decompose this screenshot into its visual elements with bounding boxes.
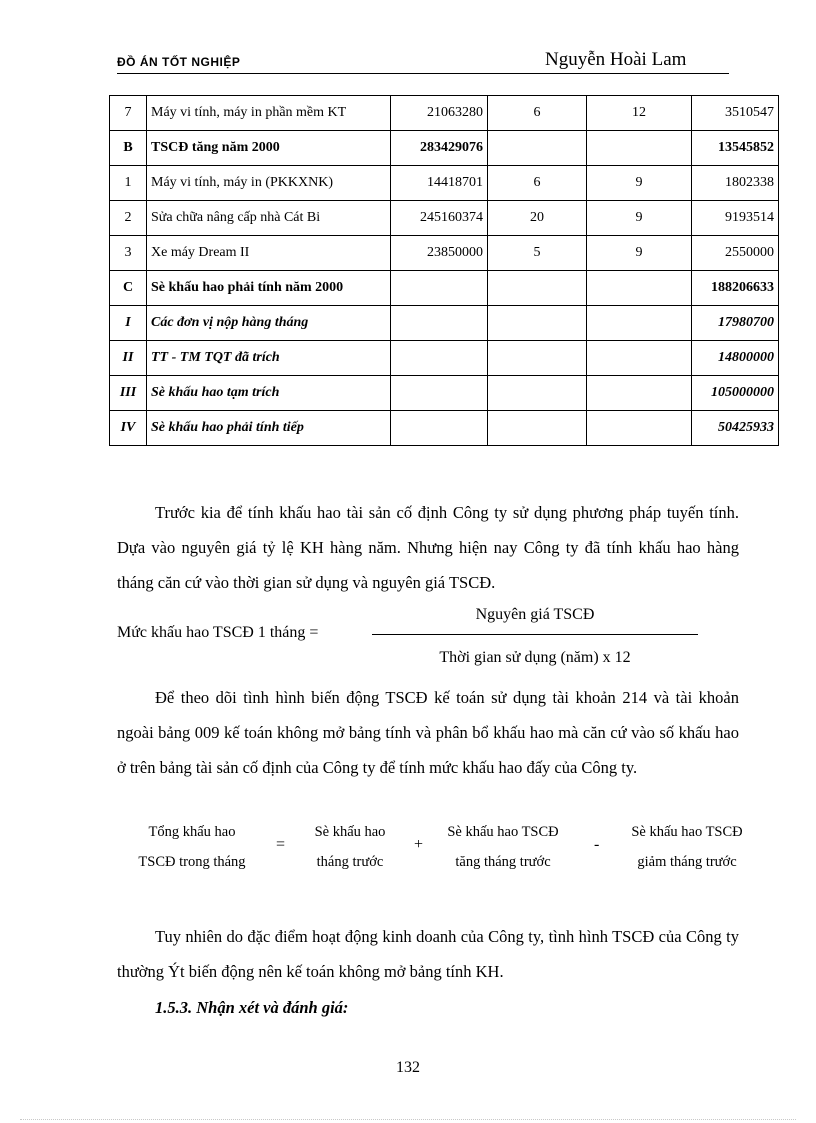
cell-useful-life [488,341,587,376]
cell-months [587,411,692,446]
cell-depreciation: 3510547 [692,96,779,131]
page-number: 132 [396,1059,420,1076]
formula2-equals: = [276,836,286,853]
formula2-increase-line1: Sè khấu hao TSCĐ [447,824,559,840]
cell-name: Xe máy Dream II [147,236,391,271]
cell-original-value [391,341,488,376]
table-row [110,236,779,271]
paragraph-conclusion: Tuy nhiên do đặc điểm hoạt động kinh doanh của Công ty, tình hình TSCĐ của Công ty thường Ýt biến động nên kế toán không mở bảng tính KH. [117,927,739,981]
formula2-decrease-line1: Sè khấu hao TSCĐ [631,824,743,840]
cell-depreciation: 105000000 [692,376,779,411]
cell-name: Các đơn vị nộp hàng tháng [147,306,391,341]
formula2-total-line2: TSCĐ trong tháng [138,854,246,870]
formula2-decrease-line2: giảm tháng trước [637,854,737,870]
cell-original-value: 245160374 [391,201,488,236]
header-rule [117,73,729,74]
cell-index: B [110,131,147,166]
cell-depreciation: 14800000 [692,341,779,376]
cell-original-value [391,376,488,411]
cell-index: 1 [110,166,147,201]
formula-fraction-line [372,634,698,635]
cell-index: 2 [110,201,147,236]
cell-depreciation: 1802338 [692,166,779,201]
table-row [110,166,779,201]
formula2-prev-line1: Sè khấu hao [314,824,386,840]
paragraph-depreciation-method: Trước kia để tính khấu hao tài sản cố định Công ty sử dụng phương pháp tuyến tính. Dựa vào nguyên giá tỷ lệ KH hàng năm. Nhưng hiện nay Công ty đã tính khấu hao hàng tháng căn cứ vào thời gian sử dụng và nguyên giá TSCĐ. [117,503,739,592]
cell-original-value: 283429076 [391,131,488,166]
header-title: ĐỒ ÁN TỐT NGHIỆP [117,55,241,69]
cell-index: 7 [110,96,147,131]
cell-months [587,306,692,341]
cell-name: Máy vi tính, máy in phần mềm KT [147,96,391,131]
cell-useful-life [488,411,587,446]
formula-denominator: Thời gian sử dụng (năm) x 12 [439,649,631,666]
cell-useful-life [488,306,587,341]
cell-depreciation: 188206633 [692,271,779,306]
table-row [110,306,779,341]
cell-months [587,376,692,411]
formula2-prev-line2: tháng trước [316,854,384,870]
header-author: Nguyễn Hoài Lam [545,49,687,70]
cell-name: Máy vi tính, máy in (PKKXNK) [147,166,391,201]
cell-months: 9 [587,236,692,271]
cell-months [587,271,692,306]
cell-depreciation: 50425933 [692,411,779,446]
cell-useful-life: 6 [488,96,587,131]
cell-original-value [391,306,488,341]
cell-name: Sè khấu hao tạm trích [147,376,391,411]
cell-useful-life [488,131,587,166]
cell-name: Sè khấu hao phải tính năm 2000 [147,271,391,306]
cell-name: TSCĐ tăng năm 2000 [147,131,391,166]
cell-months [587,131,692,166]
table-row [110,271,779,306]
cell-index: 3 [110,236,147,271]
cell-useful-life: 5 [488,236,587,271]
cell-index: IV [110,411,147,446]
cell-original-value: 23850000 [391,236,488,271]
cell-useful-life: 6 [488,166,587,201]
cell-useful-life: 20 [488,201,587,236]
cell-original-value: 21063280 [391,96,488,131]
formula2-minus: - [594,836,600,853]
table-row [110,131,779,166]
table-row [110,201,779,236]
cell-months: 9 [587,166,692,201]
cell-original-value: 14418701 [391,166,488,201]
cell-depreciation: 17980700 [692,306,779,341]
formula2-total-line1: Tổng khấu hao [148,824,236,840]
depreciation-table [109,95,779,446]
cell-index: II [110,341,147,376]
cell-original-value [391,411,488,446]
formula-label: Mức khấu hao TSCĐ 1 tháng = [117,624,319,641]
section-title: 1.5.3. Nhận xét và đánh giá: [155,998,349,1017]
paragraph-tracking: Để theo dõi tình hình biến động TSCĐ kế toán sử dụng tài khoản 214 và tài khoản ngoài bảng 009 kế toán không mở bảng tính và phân bổ khấu hao mà căn cứ vào số khấu hao ở trên bảng tài sản cố định của Công ty để tính mức khấu hao đấy của Công ty. [117,688,739,777]
cell-original-value [391,271,488,306]
cell-index: I [110,306,147,341]
cell-name: Sửa chữa nâng cấp nhà Cát Bi [147,201,391,236]
cell-useful-life [488,376,587,411]
footer-dotted-line [20,1119,796,1120]
cell-useful-life [488,271,587,306]
formula-numerator: Nguyên giá TSCĐ [475,606,595,623]
cell-depreciation: 2550000 [692,236,779,271]
cell-months [587,341,692,376]
cell-months: 12 [587,96,692,131]
formula2-plus: + [414,836,424,853]
table-row [110,96,779,131]
table-row [110,411,779,446]
cell-months: 9 [587,201,692,236]
table-row [110,376,779,411]
formula2-increase-line2: tăng tháng trước [455,854,551,870]
cell-name: Sè khấu hao phải tính tiếp [147,411,391,446]
cell-index: C [110,271,147,306]
cell-index: III [110,376,147,411]
cell-name: TT - TM TQT đã trích [147,341,391,376]
cell-depreciation: 9193514 [692,201,779,236]
table-row [110,341,779,376]
cell-depreciation: 13545852 [692,131,779,166]
